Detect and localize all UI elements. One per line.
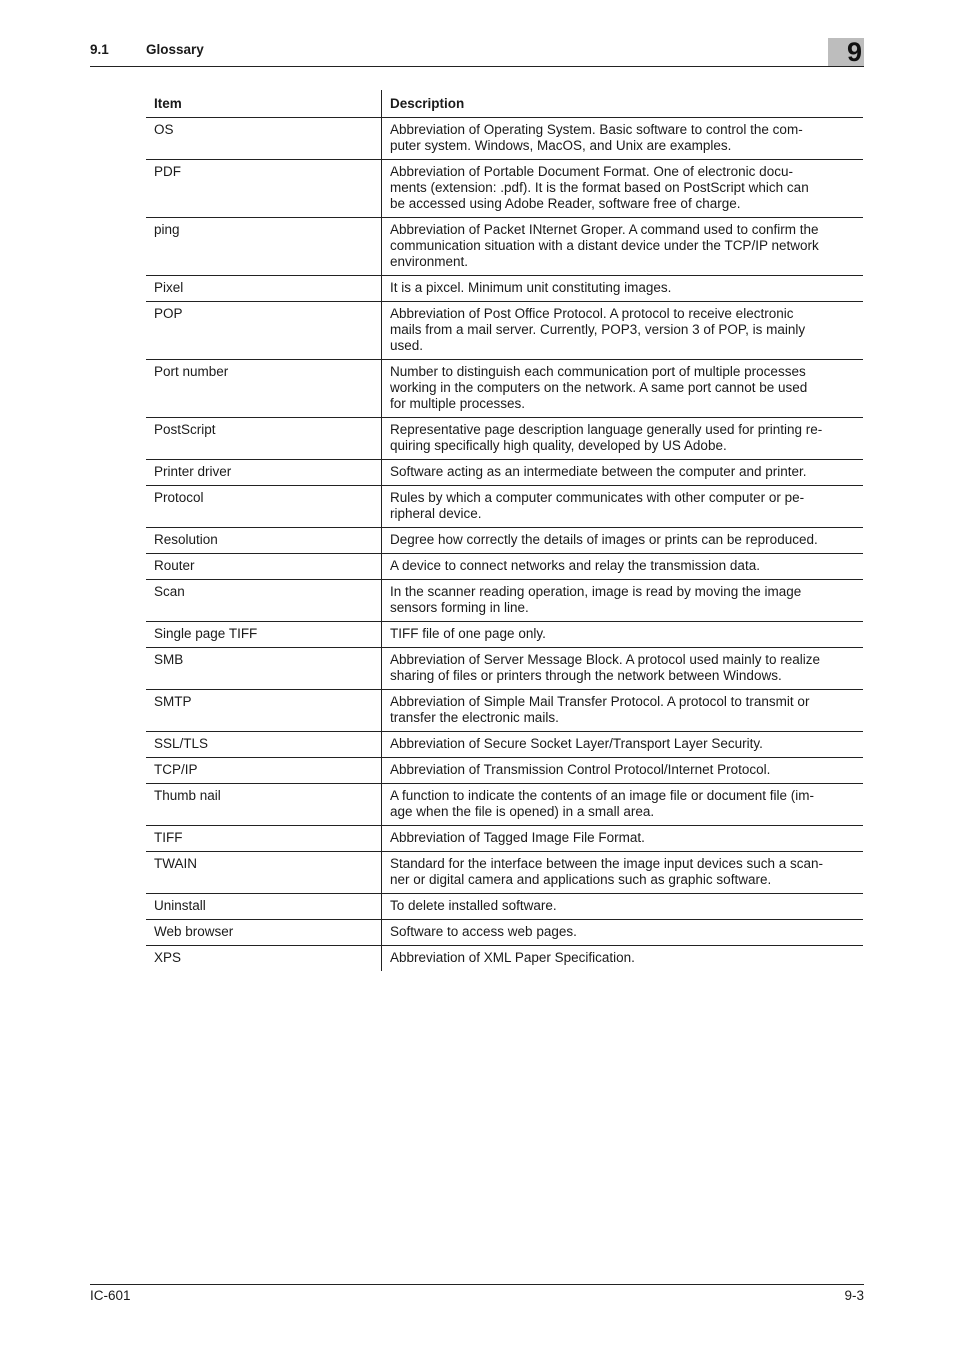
glossary-term: TIFF xyxy=(146,826,382,852)
table-row xyxy=(146,920,863,946)
glossary-term: Single page TIFF xyxy=(146,622,382,648)
table-row xyxy=(146,758,863,784)
column-header-item: Item xyxy=(146,90,382,118)
chapter-badge: 9 xyxy=(828,38,864,66)
table-row xyxy=(146,528,863,554)
glossary-term: Protocol xyxy=(146,486,382,528)
page-header xyxy=(90,38,864,67)
table-row xyxy=(146,360,863,418)
glossary-description: Rules by which a computer communicates with other computer or pe- ripheral device. xyxy=(382,486,864,528)
glossary-term: SMTP xyxy=(146,690,382,732)
table-row xyxy=(146,826,863,852)
glossary-description: Number to distinguish each communication port of multiple processes working in the computers on the network. A same port cannot be used for multiple processes. xyxy=(382,360,864,418)
glossary-description: Abbreviation of Operating System. Basic software to control the com- puter system. Windows, MacOS, and Unix are examples. xyxy=(382,118,864,160)
table-row xyxy=(146,302,863,360)
glossary-description: Representative page description language generally used for printing re- quiring specifically high quality, developed by US Adobe. xyxy=(382,418,864,460)
glossary-description: Abbreviation of Post Office Protocol. A protocol to receive electronic mails from a mail server. Currently, POP3, version 3 of POP, is mainly used. xyxy=(382,302,864,360)
table-row xyxy=(146,648,863,690)
table-row xyxy=(146,894,863,920)
glossary-description: Abbreviation of Simple Mail Transfer Protocol. A protocol to transmit or transfer the electronic mails. xyxy=(382,690,864,732)
section-number: 9.1 xyxy=(90,42,109,57)
glossary-term: Router xyxy=(146,554,382,580)
table-row xyxy=(146,732,863,758)
table-row xyxy=(146,276,863,302)
glossary-term: Web browser xyxy=(146,920,382,946)
glossary-term: OS xyxy=(146,118,382,160)
table-row xyxy=(146,418,863,460)
table-row xyxy=(146,946,863,972)
page-number: 9-3 xyxy=(844,1288,864,1303)
glossary-term: Pixel xyxy=(146,276,382,302)
glossary-term: Resolution xyxy=(146,528,382,554)
glossary-term: Uninstall xyxy=(146,894,382,920)
table-header-row xyxy=(146,90,863,118)
glossary-description: To delete installed software. xyxy=(382,894,864,920)
glossary-description: Standard for the interface between the image input devices such a scan- ner or digital camera and applications such as graphic software. xyxy=(382,852,864,894)
glossary-description: TIFF file of one page only. xyxy=(382,622,864,648)
column-header-description: Description xyxy=(382,90,864,118)
glossary-table xyxy=(146,90,863,971)
table-row xyxy=(146,218,863,276)
table-row xyxy=(146,622,863,648)
glossary-term: POP xyxy=(146,302,382,360)
glossary-description: Degree how correctly the details of images or prints can be reproduced. xyxy=(382,528,864,554)
table-row xyxy=(146,784,863,826)
glossary-description: It is a pixcel. Minimum unit constituting images. xyxy=(382,276,864,302)
glossary-description: A function to indicate the contents of an image file or document file (im- age when the file is opened) in a small area. xyxy=(382,784,864,826)
glossary-description: In the scanner reading operation, image is read by moving the image sensors forming in line. xyxy=(382,580,864,622)
glossary-description: Abbreviation of Server Message Block. A protocol used mainly to realize sharing of files or printers through the network between Windows. xyxy=(382,648,864,690)
glossary-description: Abbreviation of Portable Document Format. One of electronic docu- ments (extension: .pdf). It is the format based on PostScript which can be accessed using Adobe Reader, software free of charge. xyxy=(382,160,864,218)
glossary-term: Thumb nail xyxy=(146,784,382,826)
glossary-term: PDF xyxy=(146,160,382,218)
model-name: IC-601 xyxy=(90,1288,131,1303)
glossary-body xyxy=(146,118,863,972)
page-footer xyxy=(90,1284,864,1303)
glossary-description: Abbreviation of Tagged Image File Format. xyxy=(382,826,864,852)
glossary-description: Abbreviation of Secure Socket Layer/Transport Layer Security. xyxy=(382,732,864,758)
table-row xyxy=(146,460,863,486)
table-row xyxy=(146,852,863,894)
table-row xyxy=(146,554,863,580)
glossary-term: SMB xyxy=(146,648,382,690)
table-row xyxy=(146,690,863,732)
glossary-term: TCP/IP xyxy=(146,758,382,784)
glossary-term: Printer driver xyxy=(146,460,382,486)
glossary-term: XPS xyxy=(146,946,382,972)
glossary-term: PostScript xyxy=(146,418,382,460)
glossary-description: Abbreviation of Packet INternet Groper. A command used to confirm the communication situation with a distant device under the TCP/IP network environment. xyxy=(382,218,864,276)
glossary-description: A device to connect networks and relay the transmission data. xyxy=(382,554,864,580)
glossary-description: Abbreviation of XML Paper Specification. xyxy=(390,950,635,965)
section-title: Glossary xyxy=(146,42,204,57)
table-row xyxy=(146,160,863,218)
table-row xyxy=(146,580,863,622)
glossary-description: Abbreviation of Transmission Control Protocol/Internet Protocol. xyxy=(382,758,864,784)
glossary-term: Scan xyxy=(146,580,382,622)
glossary-term: ping xyxy=(146,218,382,276)
glossary-description: Software acting as an intermediate between the computer and printer. xyxy=(382,460,864,486)
table-row xyxy=(146,118,863,160)
table-row xyxy=(146,486,863,528)
glossary-term: Port number xyxy=(146,360,382,418)
glossary-term: SSL/TLS xyxy=(146,732,382,758)
glossary-term: TWAIN xyxy=(146,852,382,894)
glossary-description: Software to access web pages. xyxy=(382,920,864,946)
